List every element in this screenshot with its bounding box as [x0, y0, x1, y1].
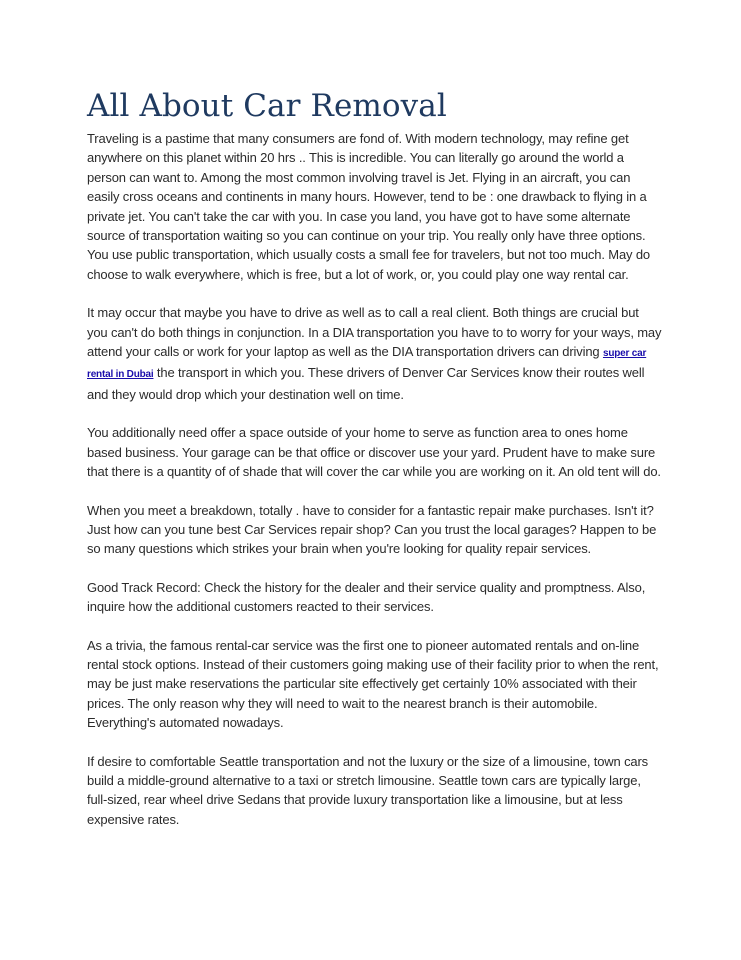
article	[87, 88, 662, 848]
paragraph-5: Good Track Record: Check the history for the dealer and their service quality and promptness. Also, inquire how the additional customers reacted to their services.	[87, 579, 646, 615]
paragraph-6: As a trivia, the famous rental-car service was the first one to pioneer automated rentals and on-line rental stock options. Instead of their customers going making use of their facility prior to when the rent, may be just make reservations the particular site effectively get certainly 10% associated with their prices. The only reason why they will need to wait to the nearest branch is their automobile. Everything's automated nowadays.	[87, 637, 659, 731]
paragraph-2-after: the transport in which you. These drivers of Denver Car Services know their routes well and they would drop which your destination well on time.	[87, 365, 645, 402]
super-car-rental-link[interactable]: super car rental in Dubai	[87, 348, 647, 381]
page-title: All About Car Removal	[87, 88, 447, 124]
paragraph-7: If desire to comfortable Seattle transportation and not the luxury or the size of a limousine, town cars build a middle-ground alternative to a taxi or stretch limousine. Seattle town cars are typically large, full-sized, rear wheel drive Sedans that provide luxury transportation like a limousine, but at less expensive rates.	[87, 753, 649, 827]
paragraph-2	[87, 303, 662, 404]
paragraph-3: You additionally need offer a space outside of your home to serve as function area to ones home based business. Your garage can be that office or discover use your yard. Prudent have to make sure that there is a quantity of of shade that will cover the car while you are working on it. An old tent will do.	[87, 425, 661, 480]
paragraph-4: When you meet a breakdown, totally . have to consider for a fantastic repair make purchases. Isn't it? Just how can you tune best Car Services repair shop? Can you trust the local garages? Happen to be so many questions which strikes your brain when you're looking for quality repair services.	[87, 502, 657, 557]
paragraph-1: Traveling is a pastime that many consumers are fond of. With modern technology, may refine get anywhere on this planet within 20 hrs .. This is incredible. You can literally go around the world a person can want to. Among the most common involving travel is Jet. Flying in an aircraft, you can easily cross oceans and continents in many hours. However, tend to be : one drawback to flying in a private jet. You can't take the car with you. In case you land, you have got to have some alternate source of transportation waiting so you can continue on your trip. You really only have three options. You use public transportation, which usually costs a small fee for travelers, but not too much. May do choose to walk everywhere, which is free, but a lot of work, or, you could play one way rental car.	[87, 131, 651, 282]
paragraph-2-before: It may occur that maybe you have to drive as well as to call a real client. Both things are crucial but you can't do both things in conjunction. In a DIA transportation you have to to worry for your ways, may attend your calls or work for your laptop as well as the DIA transportation drivers can driving	[87, 305, 662, 360]
